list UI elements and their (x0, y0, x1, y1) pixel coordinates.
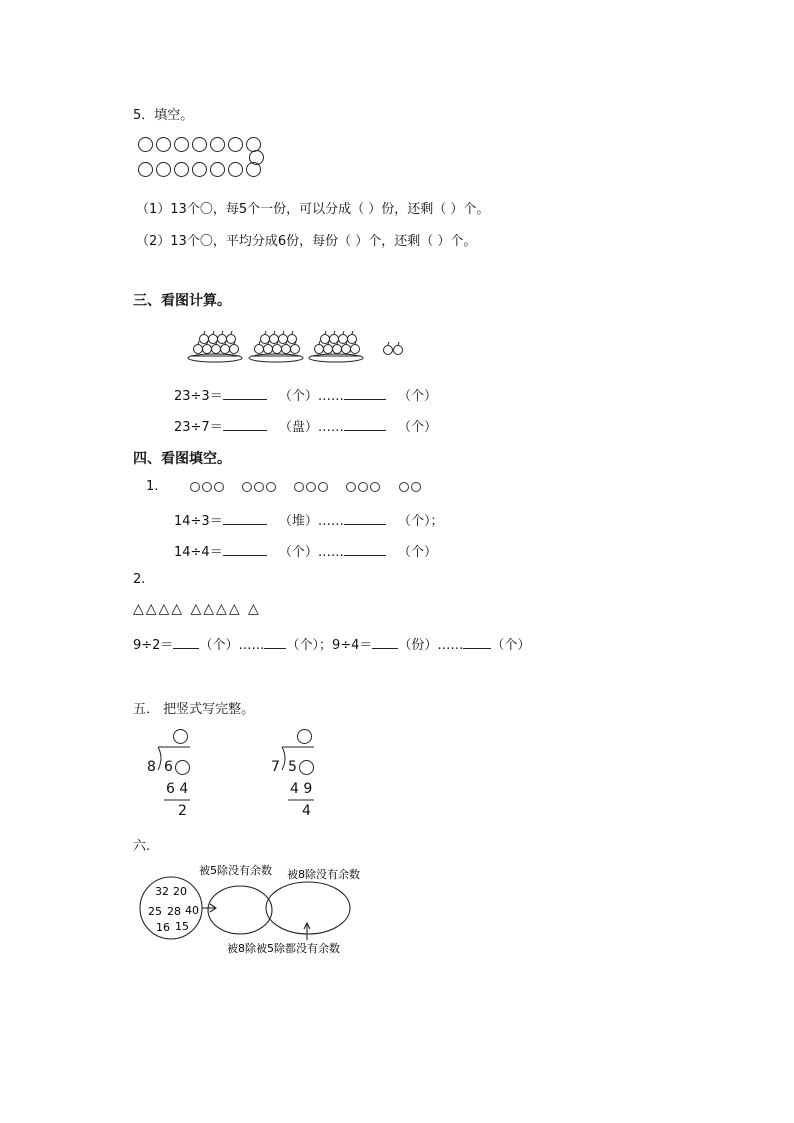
answer-blank[interactable] (344, 418, 386, 431)
section-6-title: 六. (133, 839, 151, 854)
q5-question-2: （2）13个〇，平均分成6份，每份（ ）个，还剩（ ）个。 (136, 234, 477, 249)
circle-shape (192, 137, 207, 152)
circle-shape (399, 482, 409, 492)
eq-text: （个）…… (278, 389, 344, 404)
circle-shape (242, 482, 252, 492)
q5-question-1: （1）13个〇，每5个一份，可以分成（ ）份，还剩（ ）个。 (136, 202, 490, 217)
label-bottom: 被8除被5除都没有余数 (227, 942, 340, 955)
circle-shape (214, 482, 224, 492)
section-3-title: 三、看图计算。 (133, 293, 231, 309)
division-bracket-svg (144, 726, 204, 826)
s4-item-2-number: 2. (133, 572, 146, 587)
set-number: 15 (175, 920, 189, 933)
eq-text: （个） (398, 389, 438, 404)
s4-equation-1 (174, 510, 444, 529)
long-division-1 (144, 726, 204, 826)
circle-shape (192, 162, 207, 177)
product: 4 9 (290, 781, 313, 797)
s4-equation-2 (174, 541, 437, 560)
circle-shape (346, 482, 356, 492)
eq-text: 23÷3＝ (174, 389, 223, 404)
dividend-digit: 6 (164, 759, 173, 775)
circle-shape (174, 162, 189, 177)
eq-text: （个）…… (199, 638, 265, 653)
set-number: 40 (185, 904, 199, 917)
eq-text: （堆）…… (278, 514, 344, 529)
eq-text: 23÷7＝ (174, 420, 223, 435)
circle-shape (358, 482, 368, 492)
triangle-groups: △△△△ △△△△ △ (133, 601, 261, 617)
circle-shape (306, 482, 316, 492)
answer-blank[interactable] (223, 543, 267, 556)
circle-shape (202, 482, 212, 492)
eq-text: （个） (398, 420, 438, 435)
circle-shape (411, 482, 421, 492)
eq-text: （个）； (398, 514, 444, 529)
label-left: 被5除没有余数 (199, 864, 272, 877)
answer-blank[interactable] (223, 418, 267, 431)
divisor: 7 (271, 759, 280, 775)
circle-shape (156, 137, 171, 152)
circle-shape (138, 162, 153, 177)
eq-text: （个）…… (278, 545, 344, 560)
set-number: 20 (173, 885, 187, 898)
circle-shape (228, 137, 243, 152)
s3-equation-2 (174, 416, 437, 435)
dividend-blank-circle[interactable] (175, 760, 190, 775)
set-number: 32 (155, 885, 169, 898)
circle-shape (156, 162, 171, 177)
venn-diagram (135, 860, 375, 960)
s4-item-1-number: 1. (146, 479, 159, 494)
answer-blank[interactable] (463, 636, 491, 649)
circle-shape (318, 482, 328, 492)
section-5-title: 五． 把竖式写完整。 (133, 702, 255, 717)
division-bracket-svg (268, 726, 328, 826)
s4-equation-3 (133, 634, 530, 653)
circle-row-2 (138, 162, 264, 177)
product: 6 4 (166, 781, 189, 797)
answer-blank[interactable] (223, 512, 267, 525)
answer-blank[interactable] (264, 636, 286, 649)
circle-row-1 (138, 137, 264, 152)
remainder: 2 (178, 803, 187, 819)
set-number: 25 (148, 905, 162, 918)
circle-extra (249, 150, 264, 165)
answer-blank[interactable] (344, 543, 386, 556)
eq-text: 14÷3＝ (174, 514, 223, 529)
circle-shape (138, 137, 153, 152)
eq-text: （个） (398, 545, 438, 560)
eq-text: （份）…… (398, 638, 464, 653)
dividend-digit: 5 (288, 759, 297, 775)
circle-shape (254, 482, 264, 492)
circle-shape (210, 162, 225, 177)
dividend-blank-circle[interactable] (299, 760, 314, 775)
section-4-title: 四、看图填空。 (133, 451, 231, 467)
answer-blank[interactable] (372, 636, 398, 649)
answer-blank[interactable] (344, 387, 386, 400)
circle-shape (190, 482, 200, 492)
divisor: 8 (147, 759, 156, 775)
circle-shape (174, 137, 189, 152)
venn-left-ellipse (208, 886, 272, 934)
apple-plates-svg (186, 326, 416, 364)
circle-shape (266, 482, 276, 492)
circle-groups (190, 481, 423, 496)
answer-blank[interactable] (344, 512, 386, 525)
long-division-2 (268, 726, 328, 826)
circle-shape (370, 482, 380, 492)
s3-equation-1 (174, 385, 437, 404)
eq-text: （个） (491, 638, 531, 653)
remainder: 4 (302, 803, 311, 819)
set-number: 16 (156, 921, 170, 934)
answer-blank[interactable] (173, 636, 199, 649)
eq-text: （个）；9÷4＝ (286, 638, 373, 653)
label-right: 被8除没有余数 (287, 868, 360, 881)
circle-shape (294, 482, 304, 492)
circle-shape (210, 137, 225, 152)
q5-title: 5．填空。 (133, 108, 194, 123)
eq-text: 14÷4＝ (174, 545, 223, 560)
answer-blank[interactable] (223, 387, 267, 400)
eq-text: 9÷2＝ (133, 638, 174, 653)
set-number: 28 (167, 905, 181, 918)
circle-shape (228, 162, 243, 177)
eq-text: （盘）…… (278, 420, 344, 435)
